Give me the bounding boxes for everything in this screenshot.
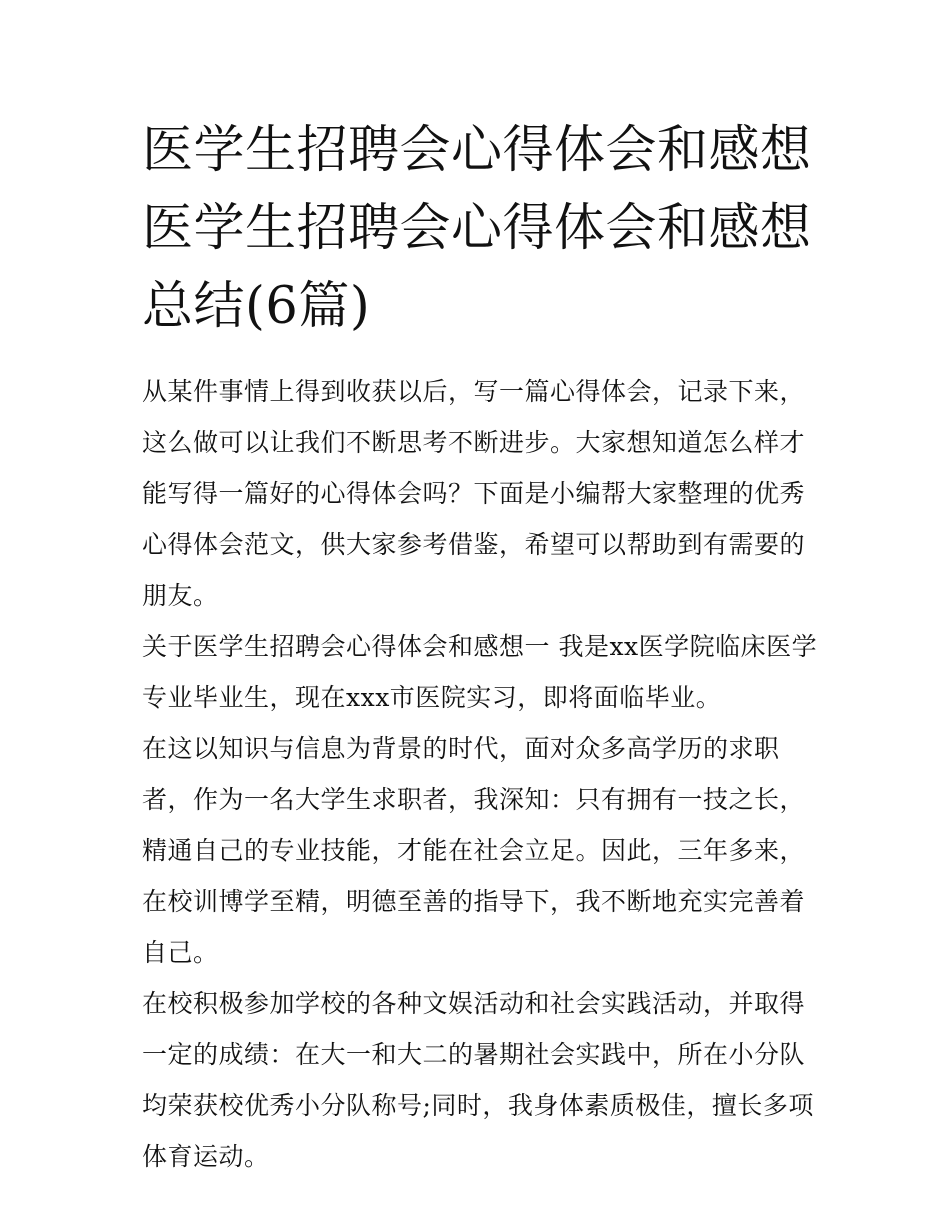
paragraph-self: 自己。 xyxy=(142,938,219,967)
document-body xyxy=(142,366,822,1182)
paragraph-activities: 在校积极参加学校的各种文娱活动和社会实践活动，并取得一定的成绩：在大一和大二的暑期社会实践中，所在小分队均荣获校优秀小分队称号;同时，我身体素质极佳，擅长多项体育运动。 xyxy=(142,989,814,1171)
paragraph-section-one: 关于医学生招聘会心得体会和感想一 我是xx医学院临床医学专业毕业生，现在xxx市医院实习，即将面临毕业。 xyxy=(142,632,818,712)
document-page xyxy=(142,112,822,1182)
paragraph-knowledge-era: 在这以知识与信息为背景的时代，面对众多高学历的求职者，作为一名大学生求职者，我深知：只有拥有一技之长，精通自己的专业技能，才能在社会立足。因此，三年多来，在校训博学至精，明德至善的指导下，我不断地充实完善着 xyxy=(142,734,806,916)
document-title: 医学生招聘会心得体会和感想医学生招聘会心得体会和感想总结(6篇) xyxy=(142,121,812,336)
paragraph-intro: 从某件事情上得到收获以后，写一篇心得体会，记录下来，这么做可以让我们不断思考不断进步。大家想知道怎么样才能写得一篇好的心得体会吗？下面是小编帮大家整理的优秀心得体会范文，供大家参考借鉴，希望可以帮助到有需要的朋友。 xyxy=(142,377,806,610)
